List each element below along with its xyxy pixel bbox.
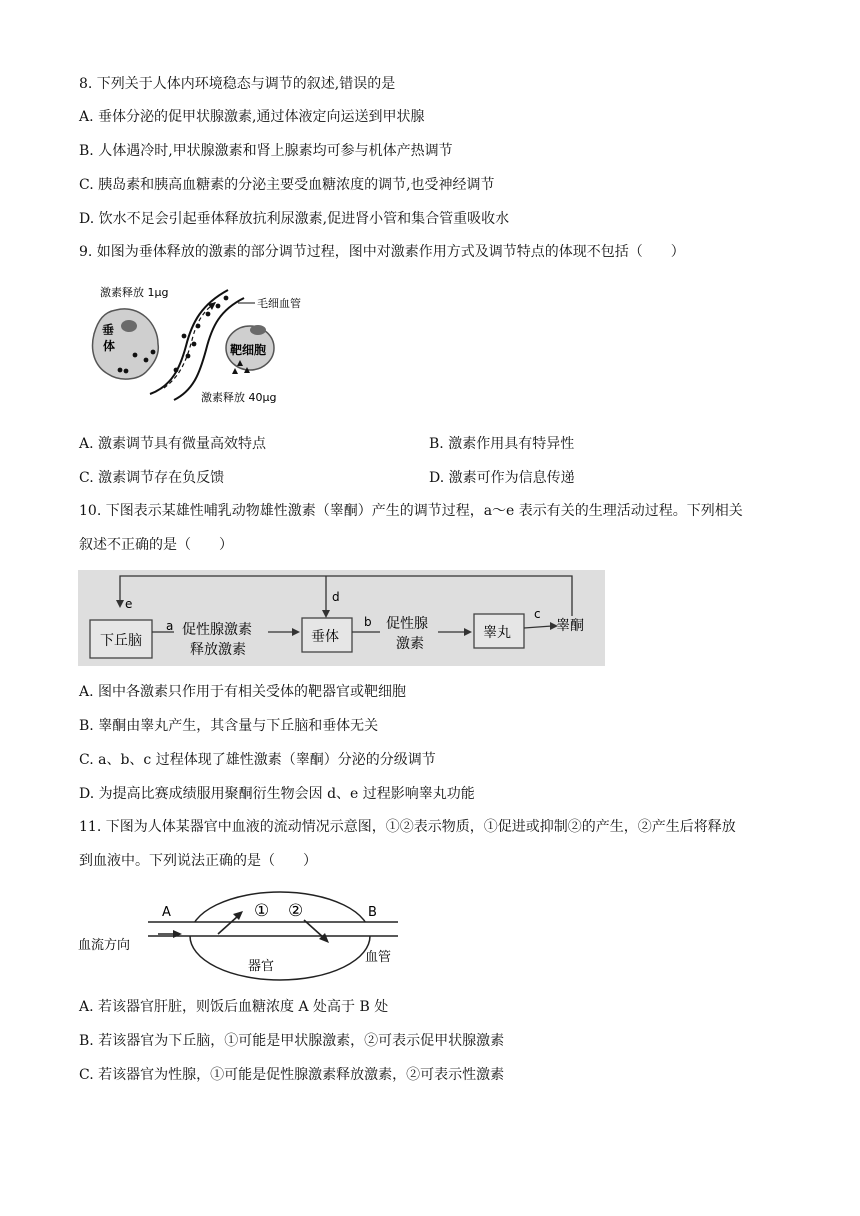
q9-capillary-label: 毛细血管 bbox=[257, 297, 301, 310]
q11-option-b: B. 若该器官为下丘脑，①可能是甲状腺激素，②可表示促甲状腺激素 bbox=[79, 1033, 505, 1049]
q11-option-c: C. 若该器官为性腺，①可能是促性腺激素释放激素，②可表示性激素 bbox=[79, 1067, 505, 1083]
q11-marker-2: ② bbox=[288, 901, 304, 921]
q10-grh-line-2: 释放激素 bbox=[190, 642, 246, 658]
q9-pituitary-label-2: 体 bbox=[103, 339, 116, 353]
q9-release-bottom-label: 激素释放 40μg bbox=[201, 391, 277, 404]
q8-option-b: B. 人体遇冷时,甲状腺激素和肾上腺素均可参与机体产热调节 bbox=[79, 143, 453, 159]
q10-stem-line-2: 叙述不正确的是（ ） bbox=[79, 537, 233, 553]
q8-option-d: D. 饮水不足会引起垂体释放抗利尿激素,促进肾小管和集合管重吸收水 bbox=[79, 211, 510, 227]
q11-vessel-label: 血管 bbox=[365, 950, 392, 965]
q9-figure bbox=[80, 276, 330, 416]
q10-option-a: A. 图中各激素只作用于有相关受体的靶器官或靶细胞 bbox=[79, 684, 407, 700]
q9-option-b: B. 激素作用具有特异性 bbox=[429, 436, 575, 452]
q10-label-b: b bbox=[364, 615, 372, 629]
q11-organ-label: 器官 bbox=[248, 959, 275, 974]
q9-option-c: C. 激素调节存在负反馈 bbox=[79, 470, 225, 486]
q9-option-a: A. 激素调节具有微量高效特点 bbox=[79, 436, 267, 452]
q11-option-a: A. 若该器官肝脏，则饭后血糖浓度 A 处高于 B 处 bbox=[79, 999, 389, 1015]
q11-stem-line-1: 11. 下图为人体某器官中血液的流动情况示意图，①②表示物质，①促进或抑制②的产生，②产生后将释放 bbox=[79, 819, 736, 835]
q9-option-d: D. 激素可作为信息传递 bbox=[429, 470, 575, 486]
q10-option-c: C. a、b、c 过程体现了雄性激素（睾酮）分泌的分级调节 bbox=[79, 752, 436, 768]
q8-option-a: A. 垂体分泌的促甲状腺激素,通过体液定向运送到甲状腺 bbox=[79, 109, 425, 125]
q11-label-b: B bbox=[368, 905, 377, 920]
q10-pituitary-label: 垂体 bbox=[311, 629, 339, 645]
q10-figure bbox=[78, 570, 605, 666]
q10-gth-line-1: 促性腺 bbox=[386, 616, 428, 632]
q10-hypothalamus-label: 下丘脑 bbox=[100, 633, 142, 649]
q10-grh-line-1: 促性腺激素 bbox=[182, 622, 252, 638]
q10-option-d: D. 为提高比赛成绩服用聚酮衍生物会因 d、e 过程影响睾丸功能 bbox=[79, 786, 475, 802]
q8-option-c: C. 胰岛素和胰高血糖素的分泌主要受血糖浓度的调节,也受神经调节 bbox=[79, 177, 495, 193]
q9-stem: 9. 如图为垂体释放的激素的部分调节过程，图中对激素作用方式及调节特点的体现不包括（ ） bbox=[79, 244, 685, 260]
q11-figure bbox=[78, 886, 408, 990]
q10-option-b: B. 睾酮由睾丸产生，其含量与下丘脑和垂体无关 bbox=[79, 718, 379, 734]
q9-target-cell-label: 靶细胞 bbox=[230, 343, 267, 357]
q11-marker-1: ① bbox=[254, 901, 270, 921]
q10-stem-line-1: 10. 下图表示某雄性哺乳动物雄性激素（睾酮）产生的调节过程，a～e 表示有关的生理活动过程。下列相关 bbox=[79, 503, 743, 519]
q8-stem: 8. 下列关于人体内环境稳态与调节的叙述,错误的是 bbox=[79, 76, 396, 92]
q10-label-d: d bbox=[332, 590, 340, 604]
q11-stem-line-2: 到血液中。下列说法正确的是（ ） bbox=[79, 853, 317, 869]
q9-release-top-label: 激素释放 1μg bbox=[100, 286, 169, 299]
q10-label-e: e bbox=[125, 597, 133, 611]
q11-label-a: A bbox=[162, 905, 171, 920]
q11-flow-label: 血流方向 bbox=[78, 938, 131, 953]
q10-testis-label: 睾丸 bbox=[483, 625, 511, 641]
q10-testosterone-label: 睾酮 bbox=[556, 618, 584, 634]
q10-label-c: c bbox=[534, 607, 541, 621]
q10-gth-line-2: 激素 bbox=[396, 636, 424, 652]
q10-label-a: a bbox=[166, 619, 174, 633]
q9-pituitary-label-1: 垂 bbox=[102, 323, 115, 337]
